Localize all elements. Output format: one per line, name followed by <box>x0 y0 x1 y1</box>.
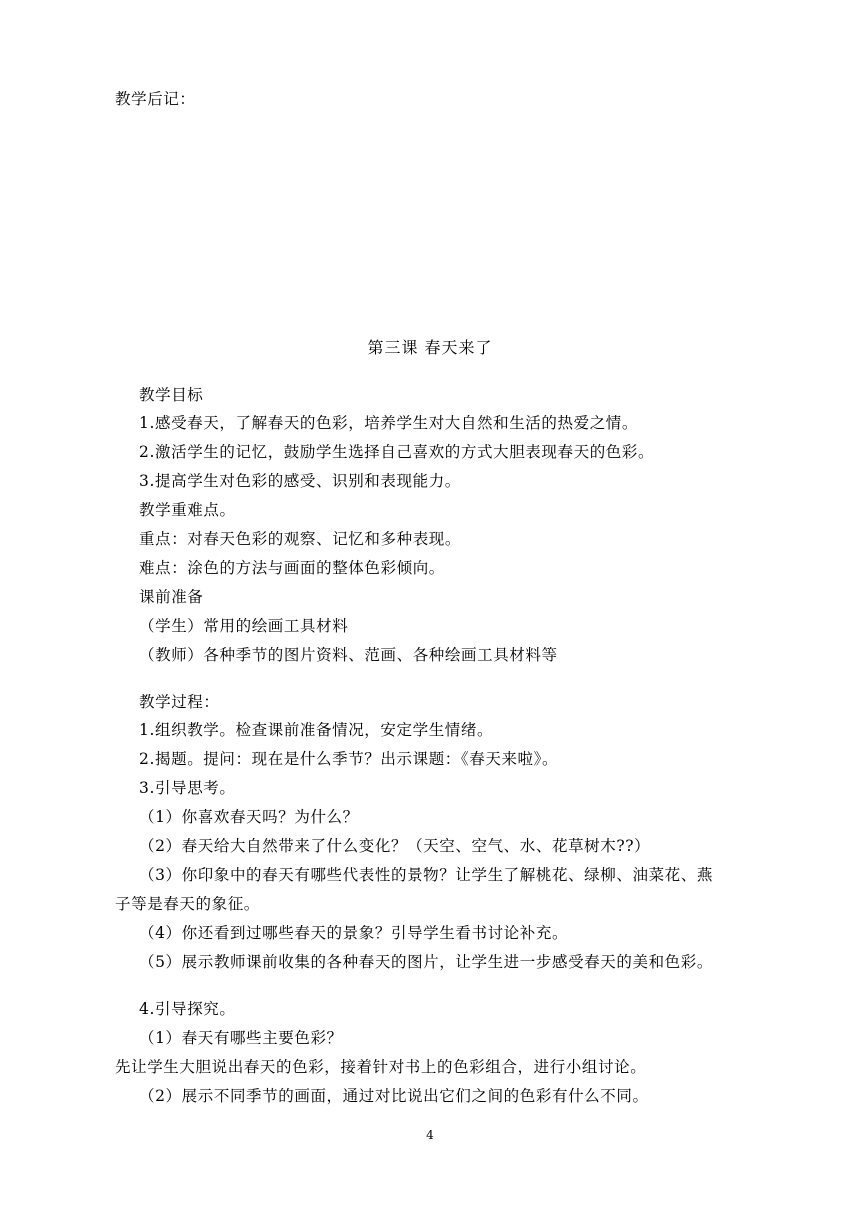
body-line: （1）春天有哪些主要色彩？ <box>139 1029 343 1047</box>
body-line: （1）你喜欢春天吗？为什么？ <box>139 808 359 826</box>
post-teaching-notes-label: 教学后记： <box>115 90 196 108</box>
body-line: 先让学生大胆说出春天的色彩，接着针对书上的色彩组合，进行小组讨论。 <box>115 1058 647 1076</box>
lesson-title: 第三课 春天来了 <box>367 338 493 357</box>
body-line: 子等是春天的象征。 <box>115 895 260 913</box>
body-line: 3.提高学生对色彩的感受、识别和表现能力。 <box>139 472 461 490</box>
body-line: 2.激活学生的记忆，鼓励学生选择自己喜欢的方式大胆表现春天的色彩。 <box>139 443 655 461</box>
section-heading: 4.引导探究。 <box>139 1000 236 1018</box>
body-line: 重点：对春天色彩的观察、记忆和多种表现。 <box>139 530 462 548</box>
body-line: （学生）常用的绘画工具材料 <box>139 617 349 635</box>
section-heading: 教学目标 <box>139 386 204 404</box>
body-line: （3）你印象中的春天有哪些代表性的景物？让学生了解桃花、绿柳、油菜花、燕 <box>139 866 713 884</box>
body-line: （4）你还看到过哪些春天的景象？引导学生看书讨论补充。 <box>139 924 569 942</box>
body-line: （2）展示不同季节的画面，通过对比说出它们之间的色彩有什么不同。 <box>139 1087 649 1105</box>
body-line: 1.感受春天，了解春天的色彩，培养学生对大自然和生活的热爱之情。 <box>139 414 638 432</box>
body-line: 3.引导思考。 <box>139 779 236 797</box>
page-number: 4 <box>426 1128 434 1142</box>
body-line: （5）展示教师课前收集的各种春天的图片，让学生进一步感受春天的美和色彩。 <box>139 953 713 971</box>
section-heading: 教学重难点。 <box>139 501 236 519</box>
body-line: 1.组织教学。检查课前准备情况，安定学生情绪。 <box>139 721 494 739</box>
section-heading: 课前准备 <box>139 588 204 606</box>
body-line: 2.揭题。提问：现在是什么季节？出示课题：《春天来啦》。 <box>139 750 559 768</box>
body-line: （2）春天给大自然带来了什么变化？（天空、空气、水、花草树木??） <box>139 837 651 855</box>
body-line: （教师）各种季节的图片资料、范画、各种绘画工具材料等 <box>139 646 558 664</box>
body-line: 难点：涂色的方法与画面的整体色彩倾向。 <box>139 559 445 577</box>
section-heading: 教学过程： <box>139 693 220 711</box>
